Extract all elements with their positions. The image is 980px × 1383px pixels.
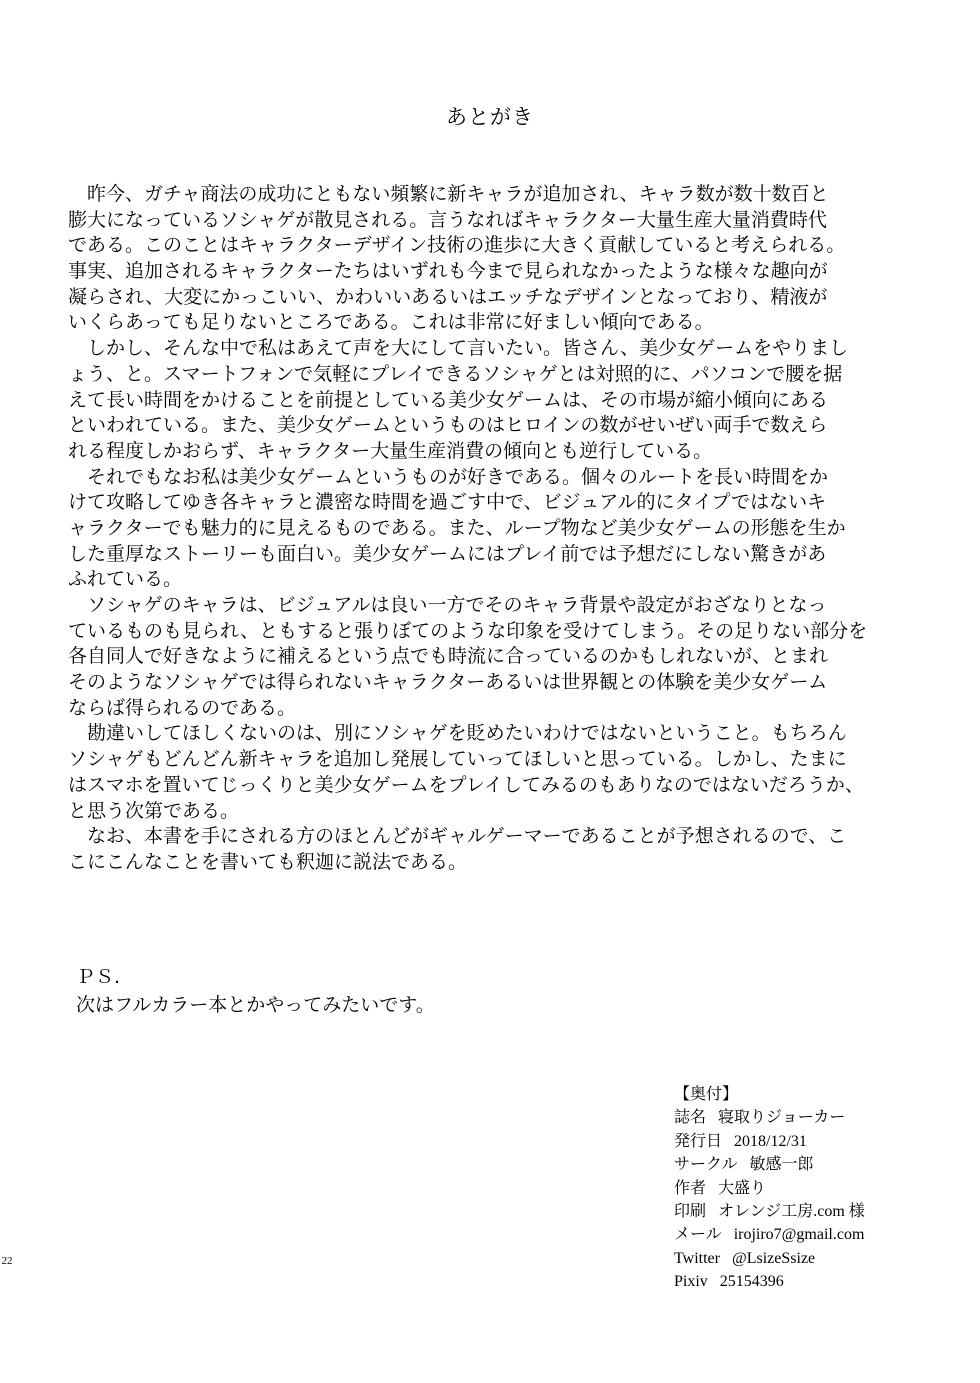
postscript-text: 次はフルカラー本とかやってみたいです。 (76, 994, 435, 1016)
body-line: した重厚なストーリーも面白い。美少女ゲームにはプレイ前では予想だにしない驚きがあ (68, 542, 827, 565)
body-line: ふれている。 (68, 568, 183, 591)
body-line: えて長い時間をかけることを前提としている美少女ゲームは、その市場が縮小傾向にある (68, 388, 829, 411)
body-line: なお、本書を手にされる方のほとんどがギャルゲーマーであることが予想されるので、こ (68, 825, 847, 848)
body-line: ならば得られるのである。 (68, 696, 297, 719)
body-line: 勘違いしてほしくないのは、別にソシャゲを貶めたいわけではないということ。もちろん (68, 722, 847, 745)
body-line: ソシャゲもどんどん新キャラを追加し発展していってほしいと思っている。しかし、たまに (68, 748, 847, 771)
colophon-label: 印刷 (674, 1202, 707, 1220)
colophon-row-circle (674, 1153, 865, 1176)
colophon-value: 25154396 (719, 1273, 784, 1291)
colophon-label: Twitter (674, 1249, 720, 1267)
colophon-label: 作者 (674, 1179, 707, 1197)
body-line: けて攻略してゆき各キャラと濃密な時間を過ごす中で、ビジュアル的にタイプではないキ (68, 491, 827, 514)
body-line: ょう、と。スマートフォンで気軽にプレイできるソシャゲとは対照的に、パソコンで腰を据 (68, 362, 843, 385)
colophon-label: 発行日 (674, 1132, 723, 1150)
body-line: ているものも見られ、ともすると張りぼてのような印象を受けてしまう。その足りない部分を (68, 619, 868, 642)
colophon-row-printer (674, 1200, 865, 1223)
page-title: あとがき (446, 105, 534, 129)
body-line: ャラクターでも魅力的に見えるものである。また、ループ物など美少女ゲームの形態を生か (68, 516, 846, 539)
colophon-value: 2018/12/31 (734, 1132, 807, 1150)
colophon-label: Pixiv (674, 1273, 708, 1291)
colophon-value: 大盛り (718, 1179, 767, 1197)
body-line: 事実、追加されるキャラクターたちはいずれも今まで見られなかったような様々な趣向が (68, 260, 828, 283)
postscript (76, 963, 435, 1019)
colophon-value: @LsizeSsize (731, 1249, 816, 1267)
body-line: 昨今、ガチャ商法の成功にともない頻繁に新キャラが追加され、キャラ数が数十数百と (68, 183, 829, 205)
body-line: 膨大になっているソシャゲが散見される。言うなればキャラクター大量生産大量消費時代 (68, 208, 827, 231)
body-line: それでもなお私は美少女ゲームというものが好きである。個々のルートを長い時間をか (68, 465, 829, 488)
colophon-row-pixiv (674, 1270, 865, 1293)
body-line: しかし、そんな中で私はあえて声を大にして言いたい。皆さん、美少女ゲームをやりまし (68, 337, 849, 360)
body-line: といわれている。また、美少女ゲームというものはヒロインの数がせいぜい両手で数えら (68, 414, 828, 437)
postscript-label: ＰＳ. (76, 966, 121, 988)
colophon-row-date (674, 1130, 865, 1153)
body-line: 各自同人で好きなように補えるという点でも時流に合っているのかもしれないが、とまれ (68, 645, 829, 668)
afterword-body (68, 182, 938, 876)
colophon-row-author (674, 1177, 865, 1200)
body-line: こにこんなことを書いても釈迦に説法である。 (68, 850, 468, 873)
body-line: と思う次第である。 (68, 799, 240, 822)
colophon (674, 1083, 865, 1294)
body-line: 凝らされ、大変にかっこいい、かわいいあるいはエッチなデザインとなっており、精液が (68, 285, 828, 308)
colophon-row-mail (674, 1223, 865, 1246)
body-line: れる程度しかおらず、キャラクター大量生産消費の傾向とも逆行している。 (68, 439, 713, 462)
colophon-label: メール (674, 1226, 722, 1244)
body-line: いくらあっても足りないところである。これは非常に好ましい傾向である。 (68, 311, 714, 334)
colophon-label: サークル (674, 1156, 738, 1174)
colophon-value: irojiro7@gmail.com (733, 1226, 865, 1244)
body-line: はスマホを置いてじっくりと美少女ゲームをプレイしてみるのもありなのではないだろうか、 (68, 773, 864, 796)
body-line: ソシャゲのキャラは、ビジュアルは良い一方でそのキャラ背景や設定がおざなりとなっ (68, 594, 827, 616)
body-line: である。このことはキャラクターデザイン技術の進歩に大きく貢献していると考えられる。 (68, 234, 846, 257)
colophon-value: 寝取りジョーカー (718, 1109, 846, 1127)
colophon-row-title (674, 1106, 865, 1129)
body-line: そのようなソシャゲでは得られないキャラクターあるいは世界観との体験を美少女ゲーム (68, 671, 828, 694)
colophon-value: 敏感一郎 (749, 1156, 814, 1174)
colophon-label: 誌名 (674, 1109, 707, 1127)
page-number: 22 (1, 1255, 13, 1267)
colophon-heading: 【奥付】 (674, 1086, 739, 1103)
colophon-value: オレンジ工房.com 様 (718, 1202, 865, 1220)
colophon-row-twitter (674, 1247, 865, 1270)
